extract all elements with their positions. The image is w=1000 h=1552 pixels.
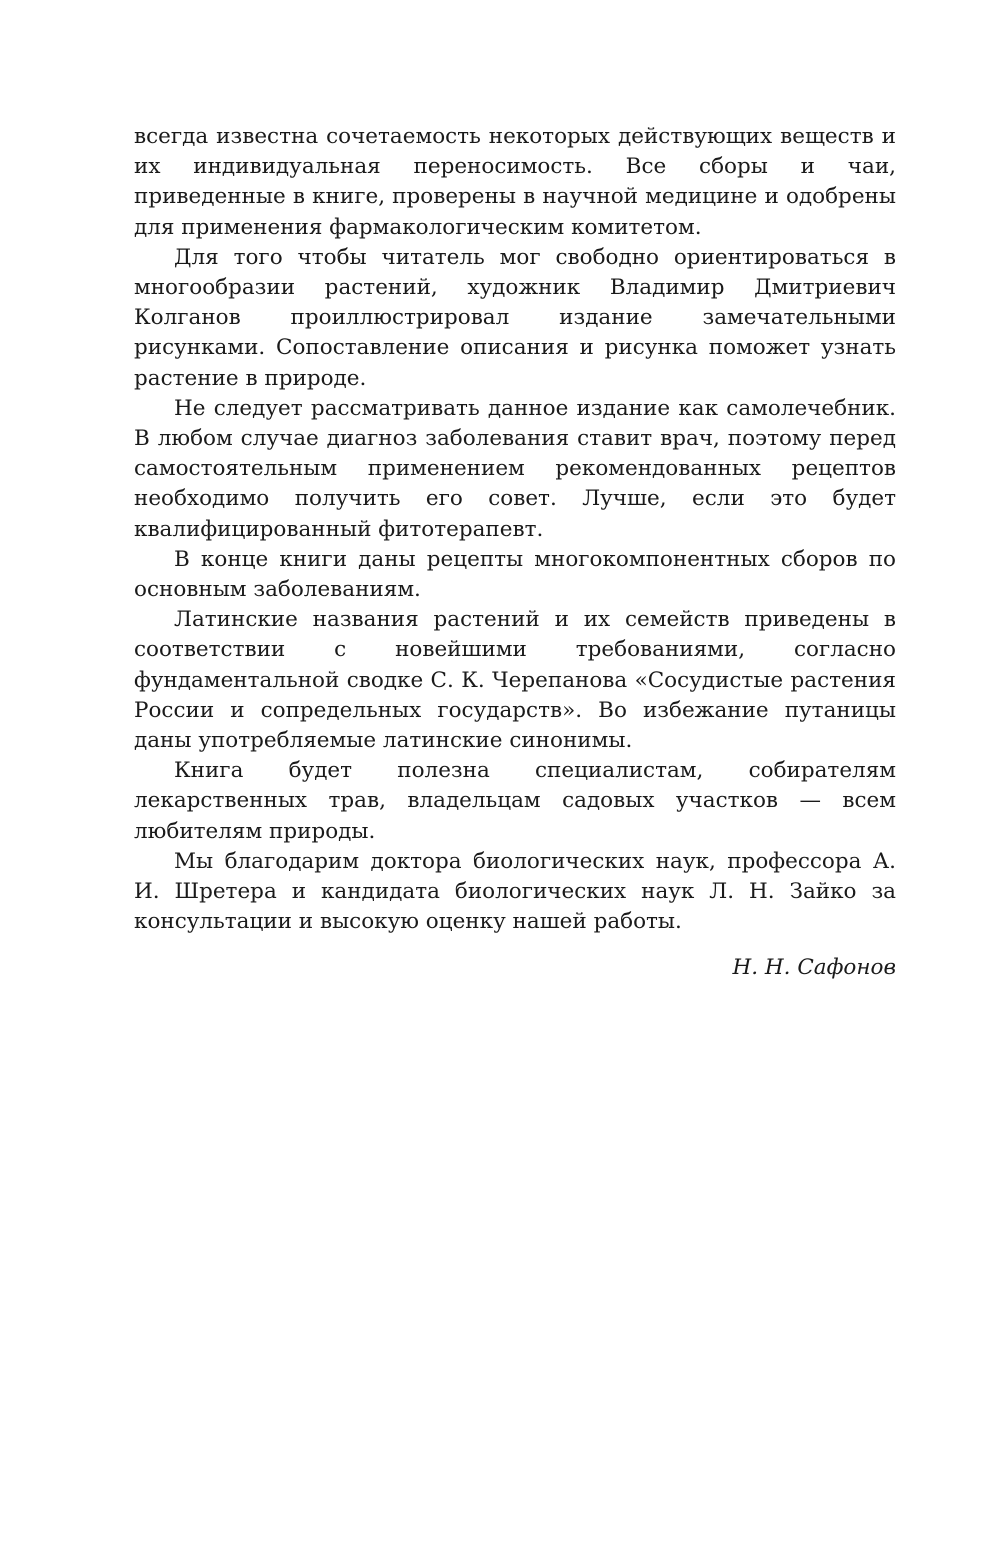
paragraph-continuation: всегда известна сочетаемость некоторых действующих веществ и их индивидуальная переносимость. Все сборы и чаи, приведенные в книге, проверены в научной медицине и одобрены для применения фармакологическим комитетом.: [134, 124, 896, 240]
document-page: [134, 122, 896, 1005]
paragraph-audience: Книга будет полезна специалистам, собирателям лекарственных трав, владельцам садовых участков — всем любителям природы.: [134, 758, 896, 844]
paragraph-disclaimer: Не следует рассматривать данное издание как самолечебник. В любом случае диагноз заболевания ставит врач, поэтому перед самостоятельным применением рекомендованных рецептов необходимо получить его совет. Лучше, если это будет квалифицированный фитотерапевт.: [134, 395, 896, 542]
paragraph-recipes: В конце книги даны рецепты многокомпонентных сборов по основным заболеваниям.: [134, 546, 896, 603]
paragraph-latin-names: Латинские названия растений и их семейств приведены в соответствии с новейшими требованиями, согласно фундаментальной сводке С. К. Черепанова «Сосудистые растения России и сопредельных государств». Во избежание путаницы даны употребляемые латинские синонимы.: [134, 607, 896, 754]
paragraph-acknowledgements: Мы благодарим доктора биологических наук, профессора А. И. Шретера и кандидата биологических наук Л. Н. Зайко за консультации и высокую оценку нашей работы.: [134, 848, 896, 935]
author-signature: Н. Н. Сафонов: [732, 955, 896, 981]
paragraph-illustrations: Для того чтобы читатель мог свободно ориентироваться в многообразии растений, художник Владимир Дмитриевич Колганов проиллюстрировал издание замечательными рисунками. Сопоставление описания и рисунка поможет узнать растение в природе.: [134, 244, 896, 391]
